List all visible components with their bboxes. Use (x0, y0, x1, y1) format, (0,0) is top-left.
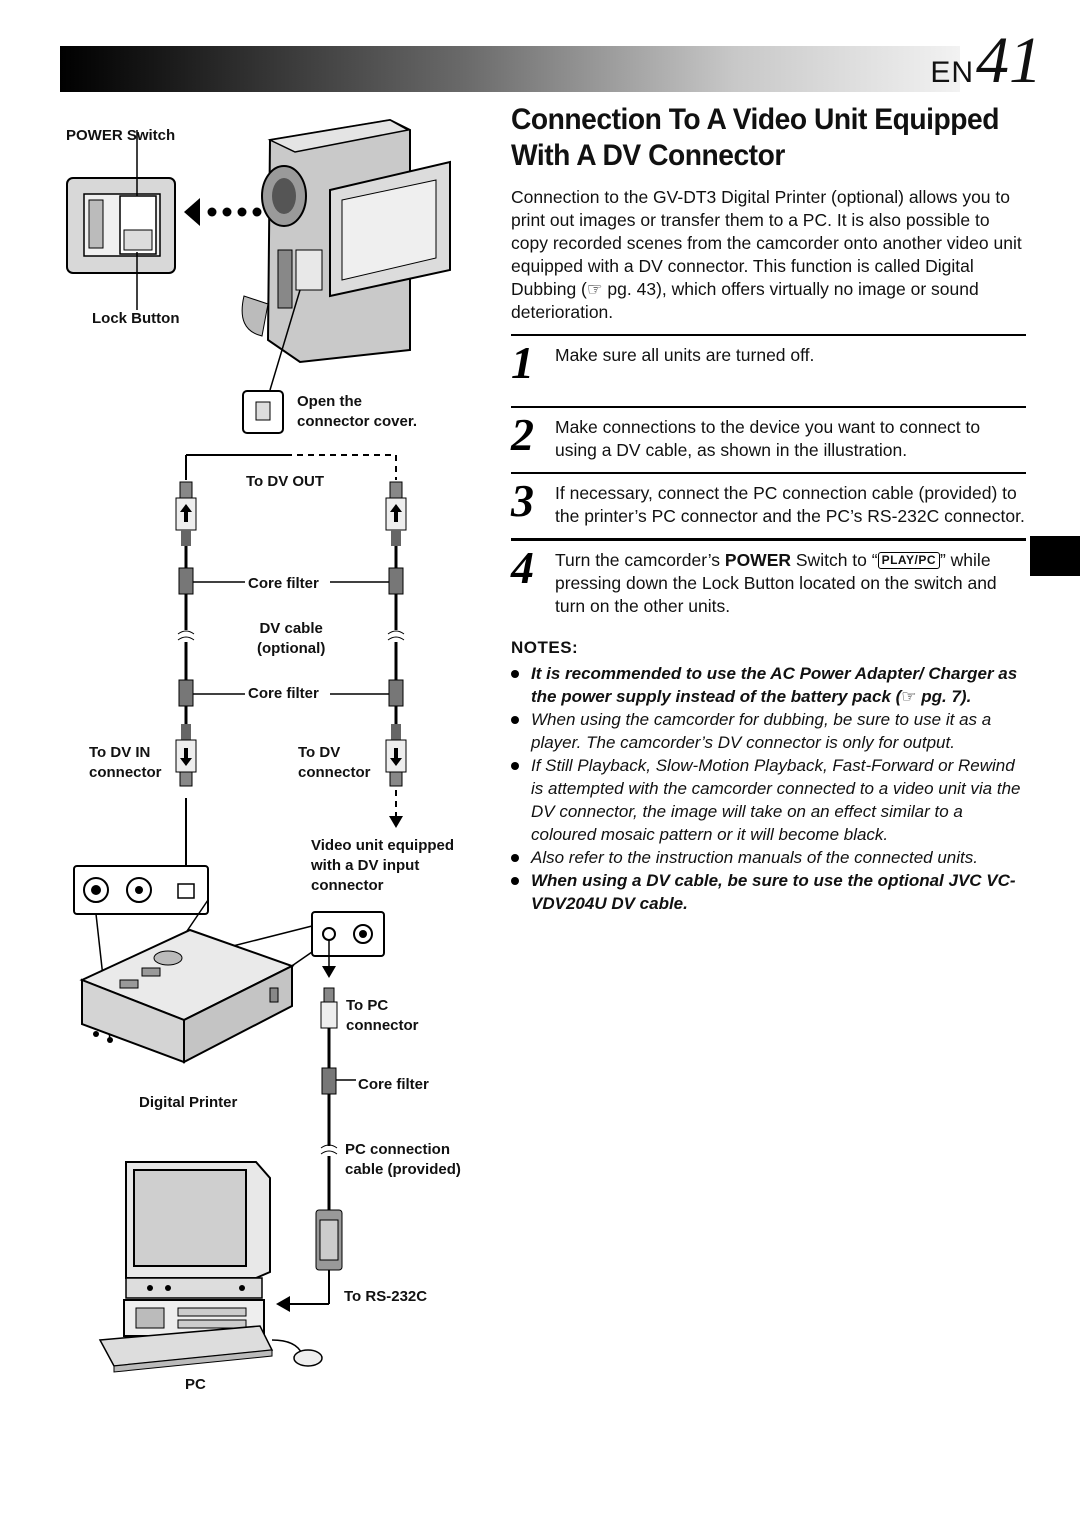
step-text-part: ” while pressing down the Lock Button located on the switch and turn on the other units. (555, 550, 997, 616)
header-gradient-bar (60, 46, 960, 92)
page-number-value: 41 (976, 24, 1042, 97)
step-text-part: Turn the camcorder’s (555, 550, 725, 570)
step-2 (511, 406, 1026, 472)
dv-cable-left (176, 482, 196, 900)
dv-cable-label: DV cable (optional) (257, 620, 326, 657)
lock-button-label: Lock Button (92, 310, 180, 327)
to-rs232c-prefix: To (344, 1288, 366, 1305)
step-text: Make sure all units are turned off. (555, 345, 815, 365)
open-cover-label: Open the connector cover. (297, 393, 418, 430)
camcorder-illustration (242, 120, 450, 390)
pc-cable (276, 988, 356, 1312)
intro-paragraph: Connection to the GV-DT3 Digital Printer (optional) allows you to print out images or transfer them to a PC. It is also possible to copy recorded scenes from the camcorder onto another video unit equipped with a DV connector. This function is called Digital Dubbing (☞ pg. 43), which offers virtually no image or sound deterioration. (511, 187, 1022, 322)
step-3 (511, 472, 1026, 538)
printer-panel (74, 866, 208, 914)
step-text (555, 549, 1026, 618)
core-filter-label-3: Core filter (358, 1076, 429, 1093)
main-content (511, 100, 1026, 915)
pc-illustration (100, 1162, 322, 1372)
notes-heading: NOTES: (511, 638, 579, 657)
note-item: It is recommended to use the AC Power Adapter/ Charger as the power supply instead of the battery pack (☞ pg. 7). (511, 662, 1026, 708)
core-filter-label-2: Core filter (248, 685, 319, 702)
page-title: Connection To A Video Unit Equipped With A DV Connector (511, 103, 999, 172)
power-switch-illustration (67, 130, 175, 310)
to-dv-label: To DV connector (298, 744, 371, 781)
to-rs232c-port: RS-232C (365, 1288, 428, 1305)
video-unit-label: Video unit equipped with a DV input connector (311, 837, 455, 894)
pc-cable-label: PC connection cable (provided) (345, 1141, 461, 1178)
digital-printer-label: Digital Printer (139, 1094, 238, 1111)
step-text: Make connections to the device you want to connect to using a DV cable, as shown in the illustration. (555, 417, 981, 460)
connection-diagram (0, 100, 490, 1410)
note-item: If Still Playback, Slow-Motion Playback, Fast-Forward or Rewind is attempted with the camcorder connected to a video unit via the DV connector, the image will take on an effect similar to a coloured mosaic pattern or it will become black. (511, 754, 1026, 846)
step-4 (511, 538, 1026, 628)
pc-label: PC (185, 1376, 206, 1393)
step-number: 2 (511, 409, 534, 460)
power-switch-term: POWER (724, 550, 792, 570)
to-pc-label: To PC connector (346, 997, 419, 1034)
page-prefix: EN (930, 56, 974, 89)
step-text-part: Switch to “ (791, 550, 878, 570)
note-item: When using the camcorder for dubbing, be sure to use it as a player. The camcorder’s DV connector is only for output. (511, 708, 1026, 754)
note-item: Also refer to the instruction manuals of the connected units. (511, 846, 1026, 869)
step-1 (511, 334, 1026, 406)
connection-diagram-illustration (0, 100, 490, 1410)
notes-list (511, 662, 1026, 915)
section-tab (1030, 536, 1080, 576)
play-pc-key: PLAY/PC (878, 552, 940, 569)
to-dv-in-label: To DV IN connector (89, 744, 162, 781)
digital-printer-illustration (82, 930, 292, 1062)
dv-cable-right (386, 482, 406, 828)
power-switch-label: POWER Switch (66, 127, 176, 144)
page-number (930, 24, 1042, 98)
core-filter-label-1: Core filter (248, 575, 319, 592)
arrow-dots-icon (184, 198, 262, 226)
step-number: 1 (511, 337, 534, 388)
step-text: If necessary, connect the PC connection cable (provided) to the printer’s PC connector and the PC’s RS-232C connector. (555, 483, 1025, 526)
connector-cover-icon (243, 391, 283, 433)
step-number: 3 (511, 475, 534, 526)
to-rs232c-label (344, 1287, 427, 1307)
step-number: 4 (511, 542, 534, 593)
note-item: When using a DV cable, be sure to use the optional JVC VC-VDV204U DV cable. (511, 869, 1026, 915)
to-dv-out-label: To DV OUT (246, 473, 325, 490)
